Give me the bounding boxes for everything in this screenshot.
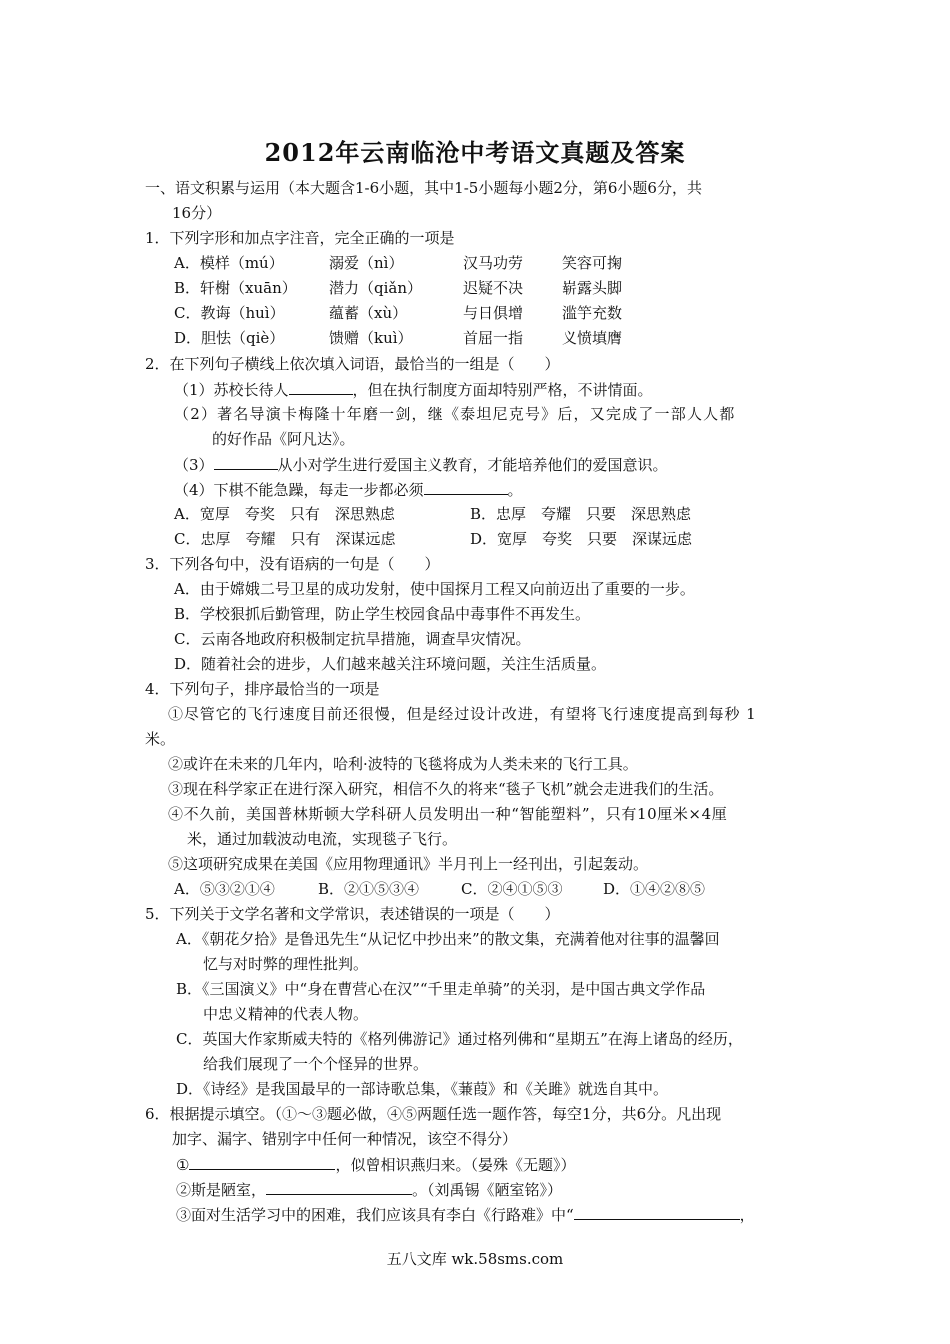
q5-option-a-1: A．《朝花夕拾》是鲁迅先生“从记忆中抄出来”的散文集，充满着他对往事的温馨回 xyxy=(176,930,720,948)
q5-option-c-1: C．英国大作家斯威夫特的《格列佛游记》通过格列佛和“星期五”在海上诸岛的经历， xyxy=(176,1030,743,1048)
q1-d-word3: 首屈一指 xyxy=(463,329,524,347)
q5-option-c-2: 给我们展现了一个个怪异的世界。 xyxy=(203,1055,429,1073)
q6-line-1 xyxy=(176,1154,575,1175)
q4-sentence-1b: 米。 xyxy=(145,730,176,748)
q2-s2-text-b: 的好作品《阿凡达》。 xyxy=(212,430,355,448)
q6-stem-1: 6．根据提示填空。（①～③题必做，④⑤两题任选一题作答，每空1分，共6分。凡出现 xyxy=(145,1105,722,1123)
q5-stem: 5．下列关于文学名著和文学常识，表述错误的一项是（ ） xyxy=(145,905,560,923)
q1-c-word4: 滥竽充数 xyxy=(562,304,623,322)
q6-line-3 xyxy=(176,1204,755,1225)
q4-sentence-4a: ④不久前，美国普林斯顿大学科研人员发明出一种“智能塑料”，只有10厘米×4厘 xyxy=(168,805,728,823)
q2-s2-text-a: （2）著名导演卡梅隆十年磨一剑，继《泰坦尼克号》后，又完成了一部人人都 xyxy=(174,405,736,423)
q2-s3-text-b: 从小对学生进行爱国主义教育，才能培养他们的爱国意识。 xyxy=(277,456,668,474)
q2-sentence-1 xyxy=(174,379,653,400)
footer-watermark: 五八文库 wk.58sms.com xyxy=(386,1250,564,1268)
q2-s3-blank[interactable] xyxy=(214,454,278,470)
q6-line-2 xyxy=(176,1179,562,1200)
q1-c-word1: C．教诲（huì） xyxy=(174,304,285,322)
q1-b-word4: 崭露头脚 xyxy=(562,279,623,297)
q2-option-c: C．忠厚 夸耀 只有 深谋远虑 xyxy=(174,530,396,548)
q1-stem: 1．下列字形和加点字注音，完全正确的一项是 xyxy=(145,229,455,247)
q1-option-a xyxy=(174,253,284,273)
section-heading: 一、语文积累与运用（本大题含1-6小题，其中1-5小题每小题2分，第6小题6分，共 xyxy=(145,179,702,197)
q2-s1-blank[interactable] xyxy=(289,379,353,395)
q2-s4-blank[interactable] xyxy=(424,479,508,495)
q4-stem: 4．下列句子，排序最恰当的一项是 xyxy=(145,680,380,698)
q4-sentence-3: ③现在科学家正在进行深入研究，相信不久的将来“毯子飞机”就会走进我们的生活。 xyxy=(168,780,724,798)
q1-a-word3: 汉马功劳 xyxy=(463,254,524,272)
q3-stem: 3．下列各句中，没有语病的一句是（ ） xyxy=(145,555,440,573)
q2-sentence-4 xyxy=(174,479,523,500)
q3-option-b: B．学校狠抓后勤管理，防止学生校园食品中毒事件不再发生。 xyxy=(174,605,591,623)
q3-option-c: C．云南各地政府积极制定抗旱措施，调查旱灾情况。 xyxy=(174,630,531,648)
q2-stem: 2．在下列句子横线上依次填入词语，最恰当的一组是（ ） xyxy=(145,355,560,373)
q6-l1-num: ① xyxy=(176,1156,190,1174)
q6-l1-blank[interactable] xyxy=(189,1154,335,1170)
q1-c-word2: 蕴蓄（xù） xyxy=(329,304,408,322)
q6-l3-blank[interactable] xyxy=(574,1204,740,1220)
q2-option-b: B．忠厚 夸耀 只要 深思熟虑 xyxy=(470,505,692,523)
q2-s1-text-b: ，但在执行制度方面却特别严格，不讲情面。 xyxy=(352,381,653,399)
q1-b-word2: 潜力（qiǎn） xyxy=(329,279,423,297)
q6-l3-text-b: ， xyxy=(739,1206,755,1224)
q1-a-word2: 溺爱（nì） xyxy=(329,254,404,272)
q5-option-b-2: 中忠义精神的代表人物。 xyxy=(203,1005,369,1023)
q4-sentence-1a: ①尽管它的飞行速度目前还很慢，但是经过设计改进，有望将飞行速度提高到每秒 1 xyxy=(168,705,757,723)
q1-a-word4: 笑容可掬 xyxy=(562,254,623,272)
q6-l1-text: ，似曾相识燕归来。（晏殊《无题》） xyxy=(335,1156,576,1174)
q1-c-word3: 与日俱增 xyxy=(463,304,524,322)
q2-s3-text-a: （3） xyxy=(174,456,214,474)
q5-option-a-2: 忆与对时弊的理性批判。 xyxy=(203,955,369,973)
q6-l2-text-b: 。（刘禹锡《陋室铭》） xyxy=(412,1181,563,1199)
q4-sentence-4b: 米，通过加载波动电流，实现毯子飞行。 xyxy=(187,830,458,848)
q4-option-d: D．①④②⑧⑤ xyxy=(603,880,706,898)
q4-option-a: A．⑤③②①④ xyxy=(174,880,275,898)
q6-l2-text-a: ②斯是陋室， xyxy=(176,1181,267,1199)
q4-sentence-2: ②或许在未来的几年内，哈利·波特的飞毯将成为人类未来的飞行工具。 xyxy=(168,755,638,773)
q6-l3-text-a: ③面对生活学习中的困难，我们应该具有李白《行路难》中“ xyxy=(176,1206,574,1224)
q1-d-word2: 馈赠（kuì） xyxy=(329,329,413,347)
page-title: 2012年云南临沧中考语文真题及答案 xyxy=(264,138,686,167)
section-heading-cont: 16分） xyxy=(172,204,222,222)
q4-option-c: C．②④①⑤③ xyxy=(461,880,563,898)
q1-b-word3: 迟疑不决 xyxy=(463,279,524,297)
q1-a-word1: A．模样（mú） xyxy=(174,254,284,272)
q2-s1-text-a: （1）苏校长待人 xyxy=(174,381,289,399)
q1-d-word4: 义愤填膺 xyxy=(562,329,623,347)
q1-d-word1: D．胆怯（qiè） xyxy=(174,329,285,347)
q5-option-b-1: B．《三国演义》中“身在曹营心在汉”“千里走单骑”的关羽，是中国古典文学作品 xyxy=(176,980,706,998)
q4-sentence-5: ⑤这项研究成果在美国《应用物理通讯》半月刊上一经刊出，引起轰动。 xyxy=(168,855,649,873)
q3-option-a: A．由于嫦娥二号卫星的成功发射，使中国探月工程又向前迈出了重要的一步。 xyxy=(174,580,695,598)
q4-option-b: B．②①⑤③④ xyxy=(318,880,420,898)
q5-option-d: D．《诗经》是我国最早的一部诗歌总集，《蒹葭》和《关雎》就选自其中。 xyxy=(176,1080,669,1098)
q2-option-a: A．宽厚 夸奖 只有 深思熟虑 xyxy=(174,505,395,523)
q2-s4-text-b: 。 xyxy=(507,481,523,499)
q6-l2-blank[interactable] xyxy=(266,1179,412,1195)
q2-s4-text-a: （4）下棋不能急躁，每走一步都必须 xyxy=(174,481,424,499)
q3-option-d: D．随着社会的进步，人们越来越关注环境问题，关注生活质量。 xyxy=(174,655,607,673)
q1-b-word1: B．轩榭（xuān） xyxy=(174,279,297,297)
q2-option-d: D．宽厚 夸奖 只要 深谋远虑 xyxy=(470,530,693,548)
q2-sentence-3 xyxy=(174,454,668,475)
q6-stem-2: 加字、漏字、错别字中任何一种情况，该空不得分） xyxy=(172,1130,518,1148)
